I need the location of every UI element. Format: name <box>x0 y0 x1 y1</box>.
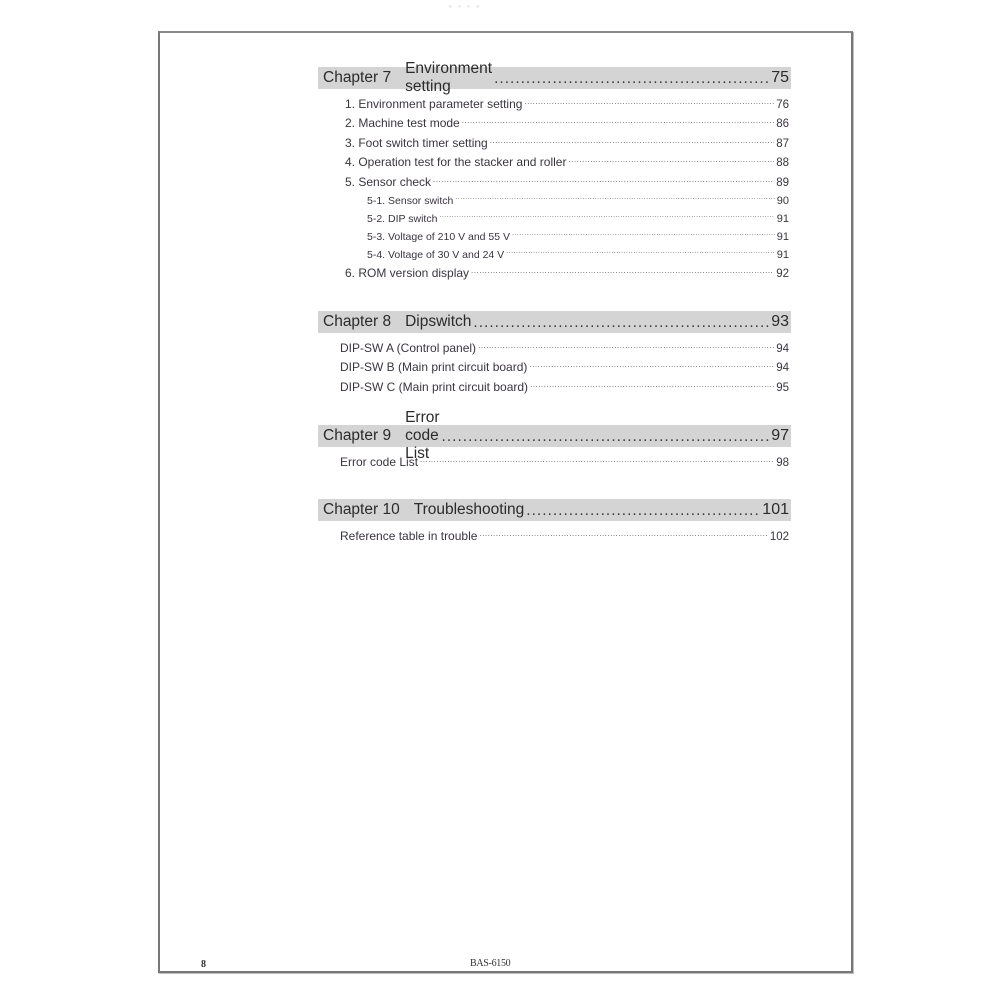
entry-page-number: 88 <box>776 157 789 169</box>
dot-leader <box>506 245 775 262</box>
footer-model-name: BAS-6150 <box>470 958 511 969</box>
entry-page-number: 92 <box>776 268 789 280</box>
entry-label: 4. Operation test for the stacker and roller <box>345 155 567 169</box>
dot-leader <box>490 134 774 151</box>
toc-subentry[interactable] <box>318 244 791 262</box>
chapter-title: Environment setting <box>405 60 493 95</box>
toc-section-chapter-10 <box>318 499 791 544</box>
dot-leader <box>462 114 774 131</box>
dot-leader <box>471 264 774 281</box>
toc-section-chapter-8 <box>318 311 791 395</box>
entry-page-number: 86 <box>776 118 789 130</box>
toc-section-chapter-9 <box>318 409 791 470</box>
footer-page-number: 8 <box>201 959 206 970</box>
dot-leader <box>568 153 774 170</box>
entry-label: DIP-SW C (Main print circuit board) <box>340 379 529 394</box>
document-page <box>158 31 853 973</box>
toc-entry[interactable] <box>318 262 791 282</box>
chapter-heading[interactable] <box>318 499 791 521</box>
toc-entry[interactable] <box>318 356 791 376</box>
dot-leader <box>433 173 774 190</box>
chapter-heading[interactable] <box>318 409 791 462</box>
toc-entry[interactable] <box>318 112 791 132</box>
entry-page-number: 90 <box>776 194 789 207</box>
entry-page-number: 91 <box>776 230 789 243</box>
dot-leader <box>512 227 775 244</box>
chapter-page-number: 75 <box>771 69 789 86</box>
toc-entry[interactable] <box>318 375 791 395</box>
entry-page-number: 91 <box>776 248 789 261</box>
entry-label: 5-3. Voltage of 210 V and 55 V <box>367 230 511 243</box>
dot-leader <box>524 95 774 112</box>
chapter-page-number: 101 <box>762 501 789 518</box>
dot-leader <box>439 209 774 226</box>
toc-entry[interactable] <box>318 524 791 544</box>
entry-page-number: 89 <box>776 176 789 189</box>
chapter-title: Troubleshooting <box>413 501 525 518</box>
entry-label: 5-1. Sensor switch <box>367 194 454 207</box>
entry-page-number: 98 <box>776 456 789 469</box>
toc-entry[interactable] <box>318 170 791 190</box>
chapter-number: Chapter 8 <box>323 313 392 330</box>
toc-entry[interactable] <box>318 151 791 171</box>
dot-leader <box>442 430 770 447</box>
chapter-number: Chapter 9 <box>323 427 392 444</box>
entry-label: 3. Foot switch timer setting <box>345 135 488 150</box>
entry-label: 6. ROM version display <box>345 266 470 280</box>
dot-leader <box>494 72 769 89</box>
toc-entry[interactable] <box>318 450 791 470</box>
entry-page-number: 87 <box>776 137 789 150</box>
chapter-title: Error code List <box>405 409 440 462</box>
entry-label: 2. Machine test mode <box>345 116 460 130</box>
chapter-title: Dipswitch <box>405 313 472 330</box>
entry-label: DIP-SW B (Main print circuit board) <box>340 360 528 374</box>
entry-label: Error code List <box>340 454 419 469</box>
toc-subentry[interactable] <box>318 208 791 226</box>
toc-subentry[interactable] <box>318 190 791 208</box>
chapter-number: Chapter 7 <box>323 69 392 86</box>
scan-artifact-mark: • • • • <box>449 2 481 11</box>
toc-entry[interactable] <box>318 336 791 356</box>
entry-page-number: 91 <box>776 212 789 225</box>
entry-label: 1. Environment parameter setting <box>345 96 523 111</box>
chapter-page-number: 93 <box>771 313 789 330</box>
entry-page-number: 94 <box>776 362 789 374</box>
entry-page-number: 95 <box>776 381 789 394</box>
entry-label: 5-2. DIP switch <box>367 212 438 225</box>
dot-leader <box>478 339 774 356</box>
entry-label: Reference table in trouble <box>340 528 478 543</box>
chapter-number: Chapter 10 <box>323 501 400 518</box>
entry-label: DIP-SW A (Control panel) <box>340 340 477 355</box>
toc-subentry[interactable] <box>318 226 791 244</box>
dot-leader <box>420 453 774 470</box>
dot-leader <box>479 527 767 544</box>
dot-leader <box>529 358 774 375</box>
toc-section-chapter-7 <box>318 60 791 281</box>
dot-leader <box>455 191 774 208</box>
chapter-heading[interactable] <box>318 311 791 333</box>
entry-label: 5-4. Voltage of 30 V and 24 V <box>367 248 505 261</box>
toc-entry[interactable] <box>318 131 791 151</box>
dot-leader <box>526 504 760 521</box>
entry-page-number: 94 <box>776 342 789 355</box>
chapter-page-number: 97 <box>771 427 789 444</box>
toc-entry[interactable] <box>318 92 791 112</box>
dot-leader <box>530 378 774 395</box>
chapter-heading[interactable] <box>318 60 791 95</box>
dot-leader <box>473 316 769 333</box>
entry-page-number: 102 <box>769 530 789 543</box>
entry-label: 5. Sensor check <box>345 174 432 189</box>
entry-page-number: 76 <box>776 98 789 111</box>
